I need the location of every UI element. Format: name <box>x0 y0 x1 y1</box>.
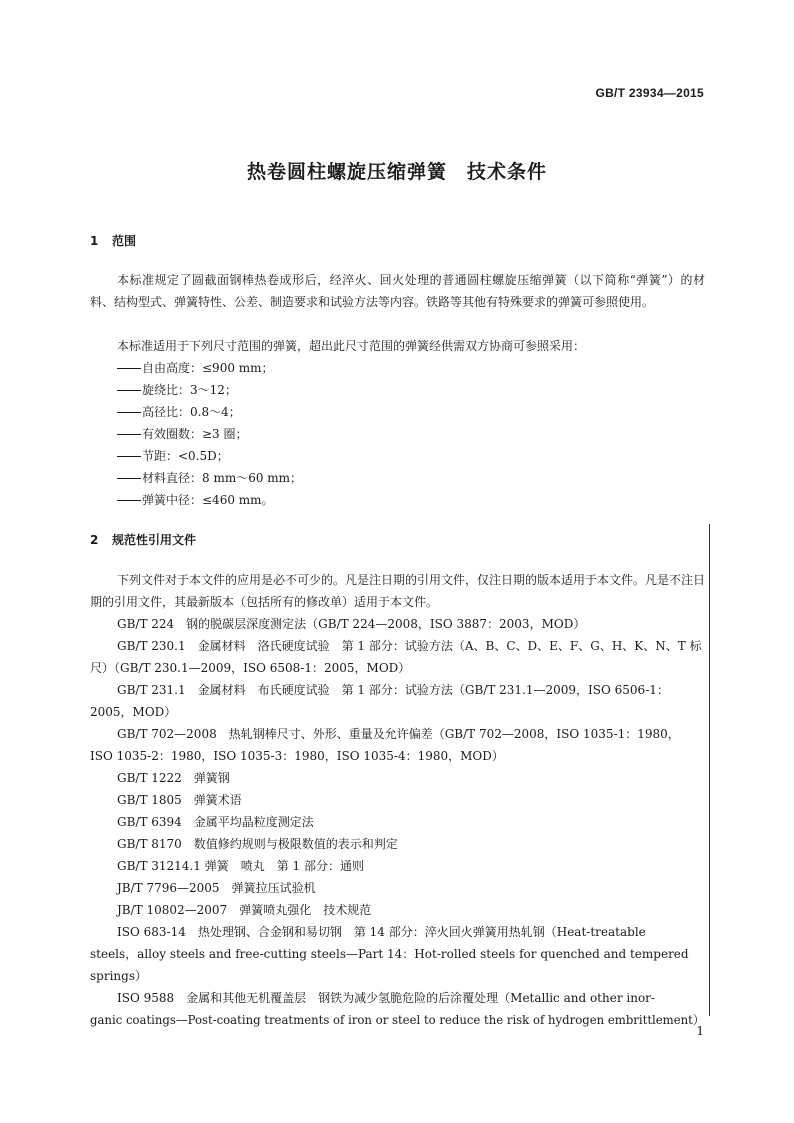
section-title: 规范性引用文件 <box>112 533 197 547</box>
section-1-heading <box>90 232 136 249</box>
reference-item: ISO 9588 金属和其他无机覆盖层 钢铁为减少氢脆危险的后涂覆处理（Metallic and other inor- <box>117 991 655 1005</box>
list-item-text: 有效圈数：≥3 圈； <box>142 427 248 441</box>
section-2-heading <box>90 531 196 548</box>
section-title: 范围 <box>112 234 137 248</box>
list-item-text: 弹簧中径：≤460 mm。 <box>142 493 274 507</box>
reference-item: GB/T 231.1 金属材料 布氏硬度试验 第 1 部分：试验方法（GB/T 231.1—2009，ISO 6506-1： <box>117 683 669 697</box>
reference-item: GB/T 31214.1 弹簧 喷丸 第 1 部分：通则 <box>117 859 364 873</box>
list-item-text: 自由高度：≤900 mm； <box>142 361 274 375</box>
list-item-text: 材料直径：8 mm～60 mm； <box>142 471 303 485</box>
list-item <box>117 445 229 467</box>
dash-marker <box>117 390 141 391</box>
reference-item-continued: 2005，MOD） <box>90 705 177 719</box>
reference-item-continued: springs） <box>90 969 147 983</box>
list-item <box>117 489 274 511</box>
reference-item-continued: steels，alloy steels and free-cutting steels—Part 14：Hot-rolled steels for quenched and tempered <box>90 947 689 961</box>
reference-item: GB/T 1222 弹簧钢 <box>117 771 230 785</box>
margin-rule <box>709 524 710 1016</box>
reference-item-continued: 尺）（GB/T 230.1—2009，ISO 6508-1：2005，MOD） <box>90 661 411 675</box>
list-item <box>117 401 241 423</box>
list-item <box>117 379 237 401</box>
dash-marker <box>117 412 141 413</box>
section-number: 1 <box>90 234 99 248</box>
page-number: 1 <box>696 1024 704 1038</box>
reference-item: JB/T 10802—2007 弹簧喷丸强化 技术规范 <box>117 903 372 917</box>
section-2-intro: 下列文件对于本文件的应用是必不可少的。凡是注日期的引用文件，仅注日期的版本适用于本文件。凡是不注日期的引用文件，其最新版本（包括所有的修改单）适用于本文件。 <box>90 573 706 609</box>
section-1-paragraph-1: 本标准规定了圆截面钢棒热卷成形后，经淬火、回火处理的普通圆柱螺旋压缩弹簧（以下简称“弹簧”）的材料、结构型式、弹簧特性、公差、制造要求和试验方法等内容。铁路等其他有特殊要求的弹簧可参照使用。 <box>90 273 705 309</box>
reference-item: ISO 683-14 热处理钢、合金钢和易切钢 第 14 部分：淬火回火弹簧用热轧钢（Heat-treatable <box>117 925 646 939</box>
reference-item-continued: ganic coatings—Post-coating treatments of iron or steel to reduce the risk of hydrogen embrittlement） <box>90 1013 705 1027</box>
dash-marker <box>117 456 141 457</box>
standard-number: GB/T 23934—2015 <box>595 86 704 100</box>
document-title: 热卷圆柱螺旋压缩弹簧 技术条件 <box>246 161 547 183</box>
reference-item: GB/T 8170 数值修约规则与极限数值的表示和判定 <box>117 837 398 851</box>
reference-item-continued: ISO 1035-2：1980，ISO 1035-3：1980，ISO 1035-4：1980，MOD） <box>90 749 504 763</box>
reference-item: GB/T 1805 弹簧术语 <box>117 793 242 807</box>
dash-marker <box>117 434 141 435</box>
dash-marker <box>117 368 141 369</box>
list-item <box>117 467 302 489</box>
section-number: 2 <box>90 533 99 547</box>
reference-item: JB/T 7796—2005 弹簧拉压试验机 <box>117 881 316 895</box>
dash-marker <box>117 500 141 501</box>
list-item-text: 高径比：0.8～4； <box>142 405 241 419</box>
list-item <box>117 357 274 379</box>
list-item-text: 节距：<0.5D； <box>142 449 229 463</box>
reference-item: GB/T 230.1 金属材料 洛氏硬度试验 第 1 部分：试验方法（A、B、C、D、E、F、G、H、K、N、T 标 <box>117 639 702 653</box>
reference-item: GB/T 702—2008 热轧钢棒尺寸、外形、重量及允许偏差（GB/T 702—2008，ISO 1035-1：1980， <box>117 727 680 741</box>
dash-marker <box>117 478 141 479</box>
list-item <box>117 423 248 445</box>
list-item-text: 旋绕比：3～12； <box>142 383 237 397</box>
section-1-paragraph-2: 本标准适用于下列尺寸范围的弹簧，超出此尺寸范围的弹簧经供需双方协商可参照采用： <box>117 339 586 353</box>
reference-item: GB/T 224 钢的脱碳层深度测定法（GB/T 224—2008，ISO 3887：2003，MOD） <box>117 617 586 631</box>
reference-item: GB/T 6394 金属平均晶粒度测定法 <box>117 815 314 829</box>
